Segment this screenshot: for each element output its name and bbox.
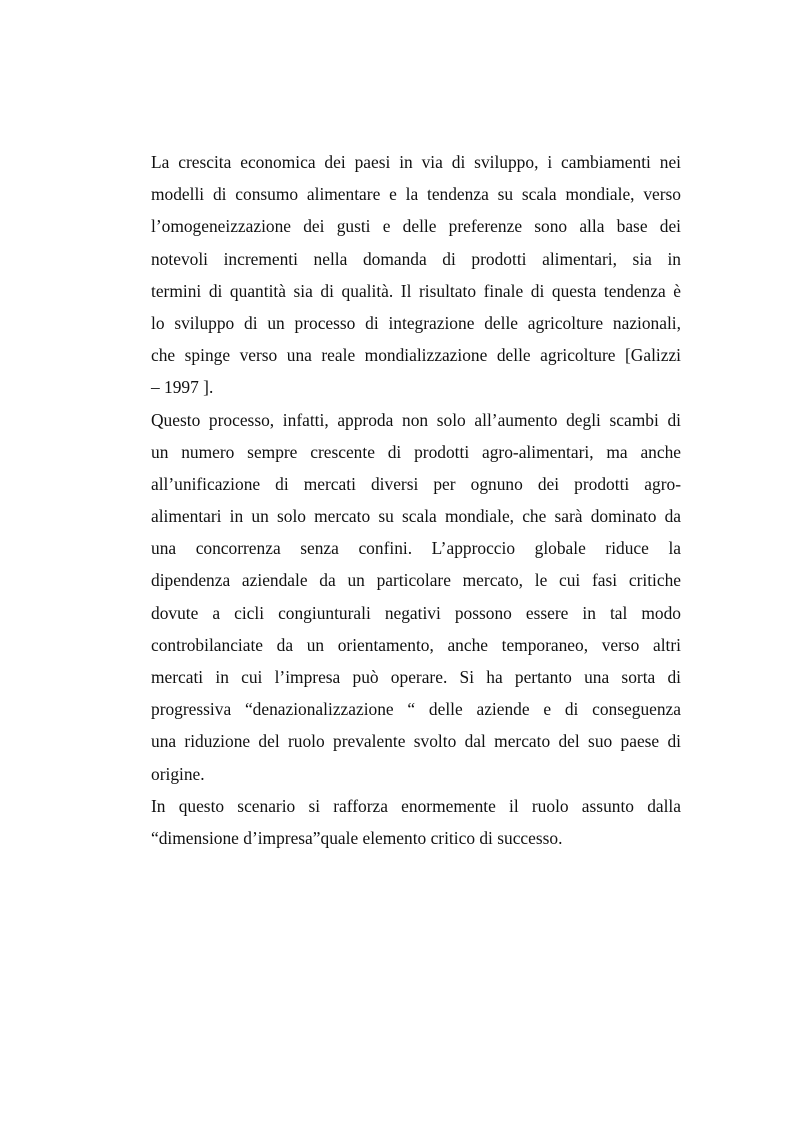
text-line: Questo processo, infatti, approda non solo all’aumento degli scambi di	[151, 409, 681, 430]
text-line: controbilanciate da un orientamento, anche temporaneo, verso altri	[151, 634, 681, 655]
text-line: “dimensione d’impresa”quale elemento critico di successo.	[151, 827, 563, 848]
text-line: – 1997 ].	[151, 377, 214, 398]
text-line: all’unificazione di mercati diversi per ognuno dei prodotti agro-	[151, 473, 681, 494]
paragraph-1	[151, 146, 681, 404]
paragraph-3	[151, 790, 681, 854]
text-line: progressiva “denazionalizzazione “ delle aziende e di conseguenza	[151, 699, 681, 720]
paragraph-2	[151, 404, 681, 790]
text-line: lo sviluppo di un processo di integrazione delle agricolture nazionali,	[151, 312, 681, 333]
text-line: una riduzione del ruolo prevalente svolto dal mercato del suo paese di	[151, 731, 681, 752]
text-line: notevoli incrementi nella domanda di prodotti alimentari, sia in	[151, 248, 681, 269]
text-line: In questo scenario si rafforza enormemente il ruolo assunto dalla	[151, 795, 681, 816]
text-line: origine.	[151, 763, 205, 784]
text-line: alimentari in un solo mercato su scala mondiale, che sarà dominato da	[151, 506, 681, 527]
text-line: che spinge verso una reale mondializzazione delle agricolture [Galizzi	[151, 345, 681, 366]
body-text	[151, 146, 681, 854]
text-line: l’omogeneizzazione dei gusti e delle preferenze sono alla base dei	[151, 216, 681, 237]
text-line: modelli di consumo alimentare e la tendenza su scala mondiale, verso	[151, 184, 681, 205]
text-line: un numero sempre crescente di prodotti agro-alimentari, ma anche	[151, 441, 681, 462]
text-line: una concorrenza senza confini. L’approccio globale riduce la	[151, 538, 681, 559]
text-line: dovute a cicli congiunturali negativi possono essere in tal modo	[151, 602, 681, 623]
text-line: La crescita economica dei paesi in via di sviluppo, i cambiamenti nei	[151, 152, 681, 172]
text-line: termini di quantità sia di qualità. Il risultato finale di questa tendenza è	[151, 280, 681, 301]
text-line: mercati in cui l’impresa può operare. Si ha pertanto una sorta di	[151, 667, 681, 687]
text-line: dipendenza aziendale da un particolare mercato, le cui fasi critiche	[151, 570, 681, 591]
